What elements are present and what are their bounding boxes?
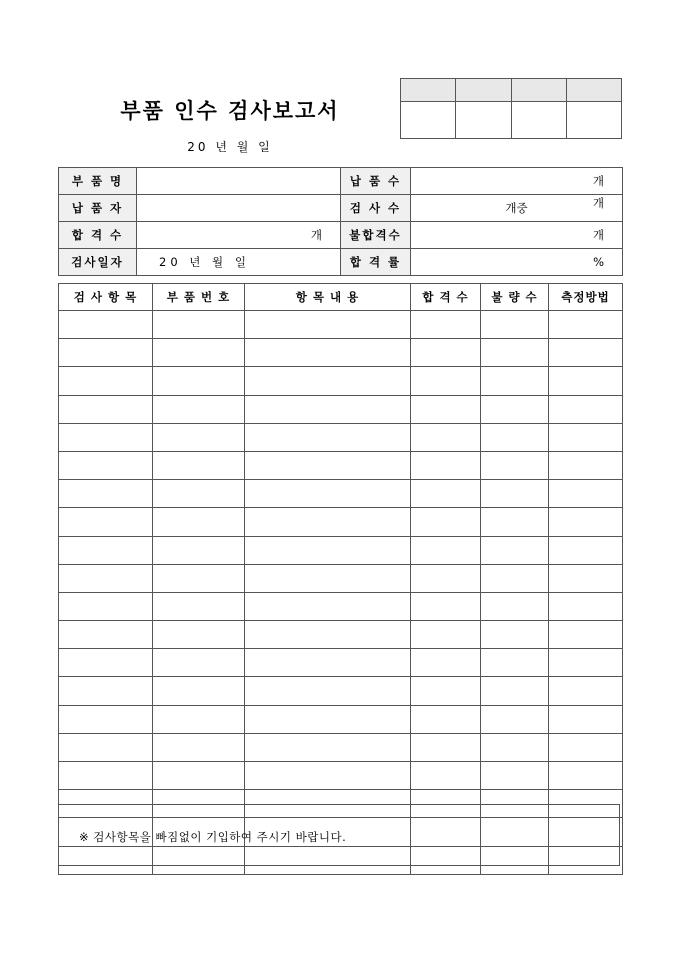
cell-pass-count[interactable]	[411, 395, 481, 423]
approval-box	[400, 78, 622, 139]
cell-inspection-item[interactable]	[59, 339, 153, 367]
info-row-4	[59, 249, 623, 276]
page-subtitle-date: 20 년 월 일	[187, 140, 273, 154]
cell-item-content[interactable]	[245, 564, 411, 592]
table-row	[59, 480, 623, 508]
cell-measure-method[interactable]	[549, 564, 623, 592]
cell-part-number[interactable]	[153, 733, 245, 761]
cell-pass-count[interactable]	[411, 480, 481, 508]
label-delivery-count: 납 품 수	[341, 168, 411, 195]
cell-inspection-item[interactable]	[59, 762, 153, 790]
column-header-pass-count: 합 격 수	[411, 284, 481, 311]
cell-part-number[interactable]	[153, 536, 245, 564]
cell-measure-method[interactable]	[549, 423, 623, 451]
cell-inspection-item[interactable]	[59, 621, 153, 649]
cell-defect-count[interactable]	[481, 564, 549, 592]
inspection-grid	[58, 283, 623, 875]
table-row	[59, 621, 623, 649]
cell-inspection-item[interactable]	[59, 451, 153, 479]
cell-defect-count[interactable]	[481, 423, 549, 451]
cell-measure-method[interactable]	[549, 762, 623, 790]
cell-measure-method[interactable]	[549, 367, 623, 395]
cell-measure-method[interactable]	[549, 677, 623, 705]
column-header-defect-count: 불 량 수	[481, 284, 549, 311]
cell-part-number[interactable]	[153, 508, 245, 536]
cell-part-number[interactable]	[153, 480, 245, 508]
label-fail-count: 불합격수	[341, 222, 411, 249]
cell-inspection-item[interactable]	[59, 395, 153, 423]
cell-measure-method[interactable]	[549, 339, 623, 367]
grid-body	[59, 311, 623, 875]
field-part-name[interactable]	[137, 168, 341, 195]
field-pass-count[interactable]: 개	[137, 222, 341, 249]
cell-part-number[interactable]	[153, 423, 245, 451]
cell-pass-count[interactable]	[411, 311, 481, 339]
cell-item-content[interactable]	[245, 311, 411, 339]
cell-pass-count[interactable]	[411, 592, 481, 620]
cell-defect-count[interactable]	[481, 733, 549, 761]
cell-inspection-item[interactable]	[59, 508, 153, 536]
cell-item-content[interactable]	[245, 423, 411, 451]
cell-defect-count[interactable]	[481, 762, 549, 790]
cell-pass-count[interactable]	[411, 508, 481, 536]
label-part-name: 부 품 명	[59, 168, 137, 195]
cell-part-number[interactable]	[153, 339, 245, 367]
field-inspection-count[interactable]	[411, 195, 623, 222]
cell-pass-count[interactable]	[411, 536, 481, 564]
cell-measure-method[interactable]	[549, 536, 623, 564]
cell-defect-count[interactable]	[481, 367, 549, 395]
cell-defect-count[interactable]	[481, 677, 549, 705]
approval-header-row	[401, 79, 622, 102]
approval-header-cell-3[interactable]	[511, 79, 566, 102]
cell-pass-count[interactable]	[411, 762, 481, 790]
cell-measure-method[interactable]	[549, 480, 623, 508]
label-inspection-count: 검 사 수	[341, 195, 411, 222]
cell-item-content[interactable]	[245, 536, 411, 564]
label-inspection-date: 검사일자	[59, 249, 137, 276]
column-header-measure-method: 측정방법	[549, 284, 623, 311]
table-row	[59, 339, 623, 367]
cell-inspection-item[interactable]	[59, 311, 153, 339]
cell-defect-count[interactable]	[481, 536, 549, 564]
cell-item-content[interactable]	[245, 395, 411, 423]
cell-defect-count[interactable]	[481, 480, 549, 508]
cell-pass-count[interactable]	[411, 733, 481, 761]
cell-inspection-item[interactable]	[59, 649, 153, 677]
cell-measure-method[interactable]	[549, 451, 623, 479]
cell-item-content[interactable]	[245, 705, 411, 733]
label-pass-count: 합 격 수	[59, 222, 137, 249]
cell-pass-count[interactable]	[411, 367, 481, 395]
cell-defect-count[interactable]	[481, 649, 549, 677]
table-row	[59, 536, 623, 564]
cell-part-number[interactable]	[153, 762, 245, 790]
cell-part-number[interactable]	[153, 705, 245, 733]
cell-pass-count[interactable]	[411, 339, 481, 367]
cell-measure-method[interactable]	[549, 508, 623, 536]
cell-item-content[interactable]	[245, 451, 411, 479]
cell-item-content[interactable]	[245, 592, 411, 620]
cell-defect-count[interactable]	[481, 705, 549, 733]
page-title: 부품 인수 검사보고서	[120, 99, 340, 123]
approval-body-cell-2[interactable]	[456, 102, 511, 139]
table-row	[59, 733, 623, 761]
cell-pass-count[interactable]	[411, 564, 481, 592]
cell-defect-count[interactable]	[481, 592, 549, 620]
table-row	[59, 677, 623, 705]
cell-part-number[interactable]	[153, 621, 245, 649]
cell-part-number[interactable]	[153, 592, 245, 620]
cell-measure-method[interactable]	[549, 311, 623, 339]
table-row	[59, 395, 623, 423]
cell-defect-count[interactable]	[481, 311, 549, 339]
field-delivery-count[interactable]: 개	[411, 168, 623, 195]
column-header-item-content: 항 목 내 용	[245, 284, 411, 311]
cell-pass-count[interactable]	[411, 649, 481, 677]
cell-item-content[interactable]	[245, 762, 411, 790]
cell-measure-method[interactable]	[549, 395, 623, 423]
approval-body-cell-4[interactable]	[566, 102, 621, 139]
cell-inspection-item[interactable]	[59, 564, 153, 592]
cell-inspection-item[interactable]	[59, 733, 153, 761]
approval-header-cell-4[interactable]	[566, 79, 621, 102]
cell-item-content[interactable]	[245, 339, 411, 367]
column-header-part-number: 부 품 번 호	[153, 284, 245, 311]
label-pass-rate: 합 격 률	[341, 249, 411, 276]
cell-defect-count[interactable]	[481, 339, 549, 367]
cell-part-number[interactable]	[153, 649, 245, 677]
info-row-1	[59, 168, 623, 195]
inspection-count-unit: 개	[592, 196, 604, 210]
cell-part-number[interactable]	[153, 564, 245, 592]
grid-header-row	[59, 284, 623, 311]
info-table	[58, 167, 623, 276]
cell-defect-count[interactable]	[481, 451, 549, 479]
note-box	[58, 804, 620, 866]
table-row	[59, 367, 623, 395]
table-row	[59, 508, 623, 536]
cell-inspection-item[interactable]	[59, 592, 153, 620]
cell-inspection-item[interactable]	[59, 677, 153, 705]
field-pass-rate[interactable]: %	[411, 249, 623, 276]
cell-item-content[interactable]	[245, 649, 411, 677]
cell-part-number[interactable]	[153, 677, 245, 705]
cell-inspection-item[interactable]	[59, 423, 153, 451]
table-row	[59, 451, 623, 479]
approval-header-cell-2[interactable]	[456, 79, 511, 102]
cell-defect-count[interactable]	[481, 395, 549, 423]
table-row	[59, 311, 623, 339]
cell-pass-count[interactable]	[411, 451, 481, 479]
cell-item-content[interactable]	[245, 367, 411, 395]
cell-measure-method[interactable]	[549, 733, 623, 761]
info-row-2	[59, 195, 623, 222]
field-fail-count[interactable]: 개	[411, 222, 623, 249]
cell-part-number[interactable]	[153, 311, 245, 339]
cell-item-content[interactable]	[245, 733, 411, 761]
cell-pass-count[interactable]	[411, 423, 481, 451]
cell-measure-method[interactable]	[549, 649, 623, 677]
cell-inspection-item[interactable]	[59, 480, 153, 508]
approval-body-cell-3[interactable]	[511, 102, 566, 139]
inspection-count-mid: 개중	[505, 201, 528, 215]
table-row	[59, 564, 623, 592]
cell-inspection-item[interactable]	[59, 536, 153, 564]
cell-defect-count[interactable]	[481, 621, 549, 649]
approval-header-cell-1[interactable]	[401, 79, 456, 102]
cell-pass-count[interactable]	[411, 621, 481, 649]
cell-inspection-item[interactable]	[59, 367, 153, 395]
table-row	[59, 649, 623, 677]
cell-measure-method[interactable]	[549, 621, 623, 649]
field-inspection-date[interactable]: 20 년 월 일	[137, 249, 341, 276]
cell-defect-count[interactable]	[481, 508, 549, 536]
table-row	[59, 592, 623, 620]
table-row	[59, 762, 623, 790]
column-header-inspection-item: 검 사 항 목	[59, 284, 153, 311]
cell-pass-count[interactable]	[411, 677, 481, 705]
field-supplier[interactable]	[137, 195, 341, 222]
cell-item-content[interactable]	[245, 480, 411, 508]
cell-item-content[interactable]	[245, 621, 411, 649]
cell-item-content[interactable]	[245, 508, 411, 536]
approval-body-row	[401, 102, 622, 139]
cell-part-number[interactable]	[153, 367, 245, 395]
table-row	[59, 423, 623, 451]
cell-part-number[interactable]	[153, 395, 245, 423]
cell-pass-count[interactable]	[411, 705, 481, 733]
table-row	[59, 705, 623, 733]
cell-item-content[interactable]	[245, 677, 411, 705]
label-supplier: 납 품 자	[59, 195, 137, 222]
note-text: ※ 검사항목을 빠짐없이 기입하여 주시기 바랍니다.	[79, 830, 347, 844]
approval-body-cell-1[interactable]	[401, 102, 456, 139]
cell-part-number[interactable]	[153, 451, 245, 479]
cell-measure-method[interactable]	[549, 592, 623, 620]
cell-measure-method[interactable]	[549, 705, 623, 733]
info-row-3	[59, 222, 623, 249]
cell-inspection-item[interactable]	[59, 705, 153, 733]
